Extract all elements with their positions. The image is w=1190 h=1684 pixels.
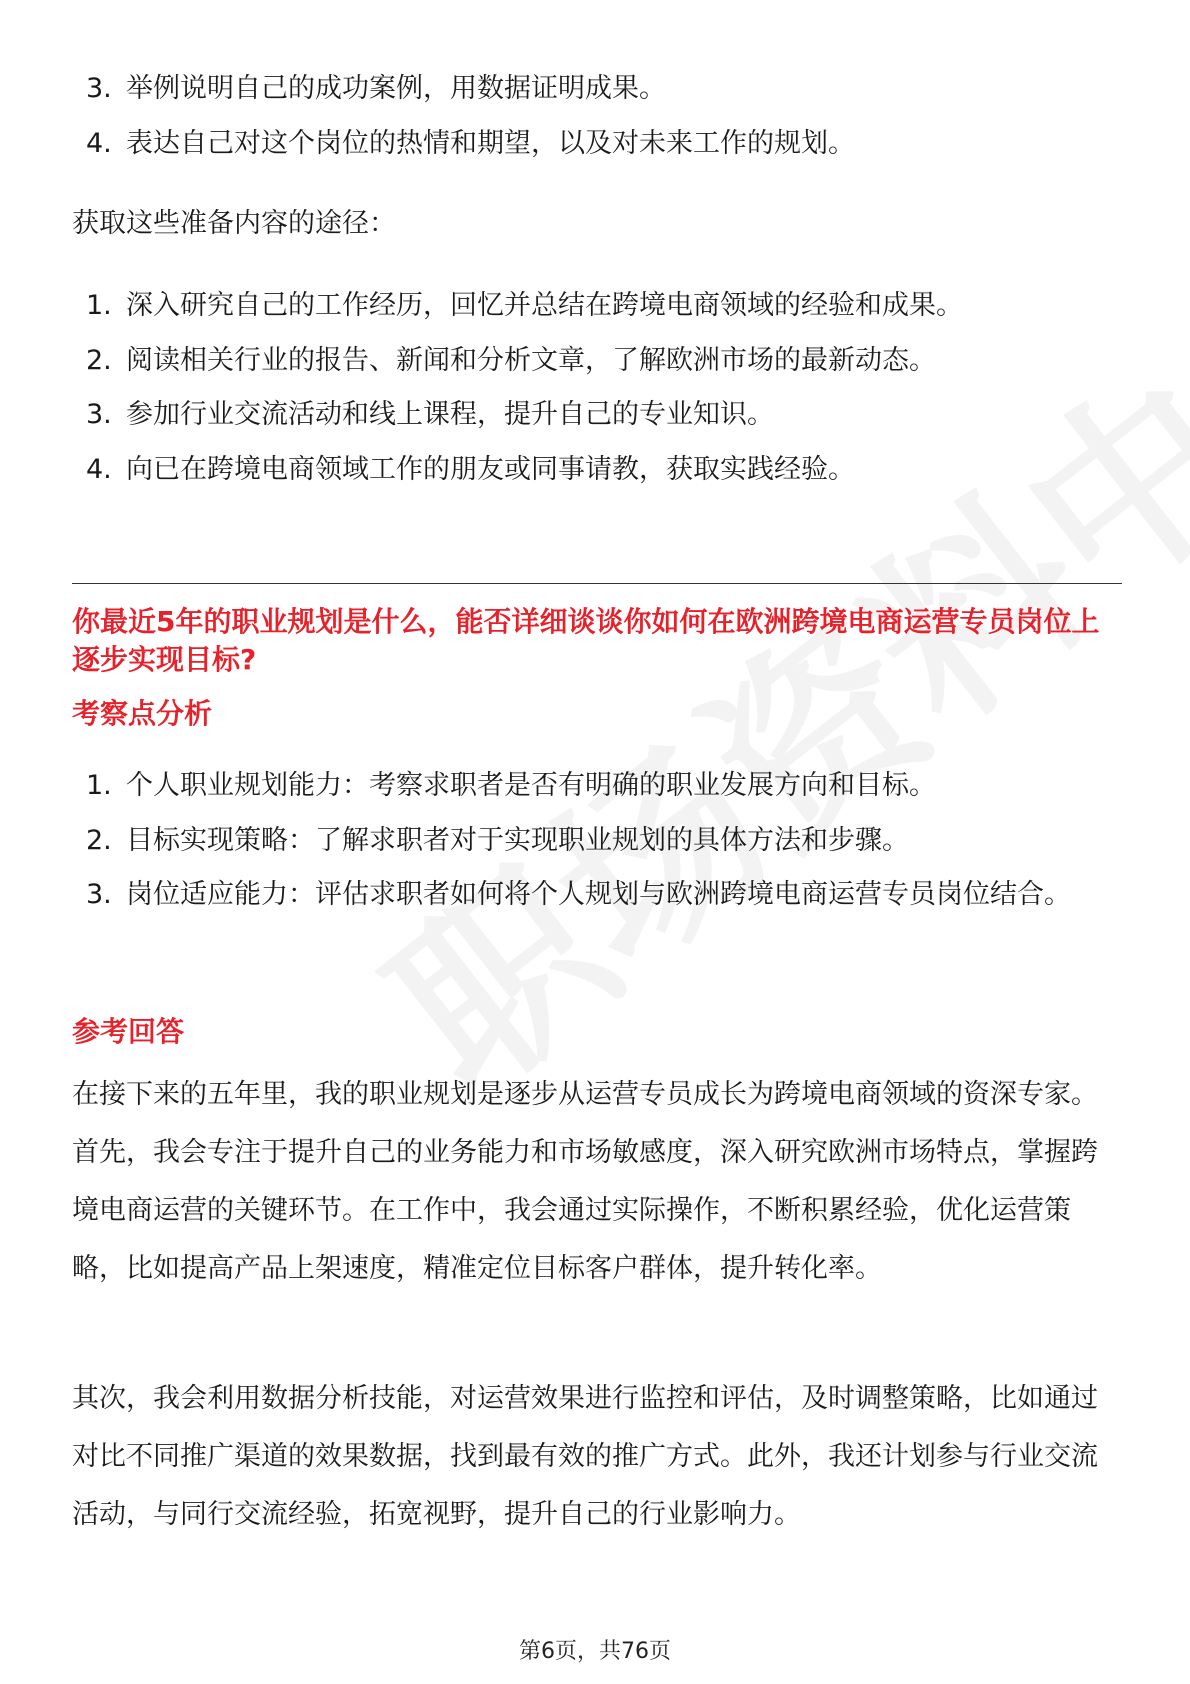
analysis-title: 考察点分析 [72,697,213,730]
prep-heading: 获取这些准备内容的途径： [72,208,396,239]
list-item: 4. 表达自己对这个岗位的热情和期望，以及对未来工作的规划。 [86,128,855,159]
interview-question: 你最近5年的职业规划是什么，能否详细谈谈你如何在欧洲跨境电商运营专员岗位上逐步实现目标? [72,605,1100,676]
list-item: 2. 阅读相关行业的报告、新闻和分析文章，了解欧洲市场的最新动态。 [86,345,936,376]
answer-paragraph: 其次，我会利用数据分析技能，对运营效果进行监控和评估，及时调整策略，比如通过对比不同推广渠道的效果数据，找到最有效的推广方式。此外，我还计划参与行业交流活动，与同行交流经验，拓宽视野，提升自己的行业影响力。 [72,1383,1098,1530]
list-item: 4. 向已在跨境电商领域工作的朋友或同事请教，获取实践经验。 [86,454,855,485]
list-item: 2. 目标实现策略：了解求职者对于实现职业规划的具体方法和步骤。 [86,825,909,856]
list-item: 3. 岗位适应能力：评估求职者如何将个人规划与欧洲跨境电商运营专员岗位结合。 [86,879,1071,910]
list-item: 3. 举例说明自己的成功案例，用数据证明成果。 [86,73,666,104]
answer-title: 参考回答 [72,1015,185,1048]
answer-paragraph: 在接下来的五年里，我的职业规划是逐步从运营专员成长为跨境电商领域的资深专家。首先，我会专注于提升自己的业务能力和市场敏感度，深入研究欧洲市场特点，掌握跨境电商运营的关键环节。在工作中，我会通过实际操作，不断积累经验，优化运营策略，比如提高产品上架速度，精准定位目标客户群体，提升转化率。 [72,1079,1098,1284]
list-item: 3. 参加行业交流活动和线上课程，提升自己的专业知识。 [86,399,774,430]
section-divider [72,583,1122,584]
list-item: 1. 深入研究自己的工作经历，回忆并总结在跨境电商领域的经验和成果。 [86,290,963,321]
page-footer: 第6页，共76页 [519,1639,671,1664]
list-item: 1. 个人职业规划能力：考察求职者是否有明确的职业发展方向和目标。 [86,770,936,801]
